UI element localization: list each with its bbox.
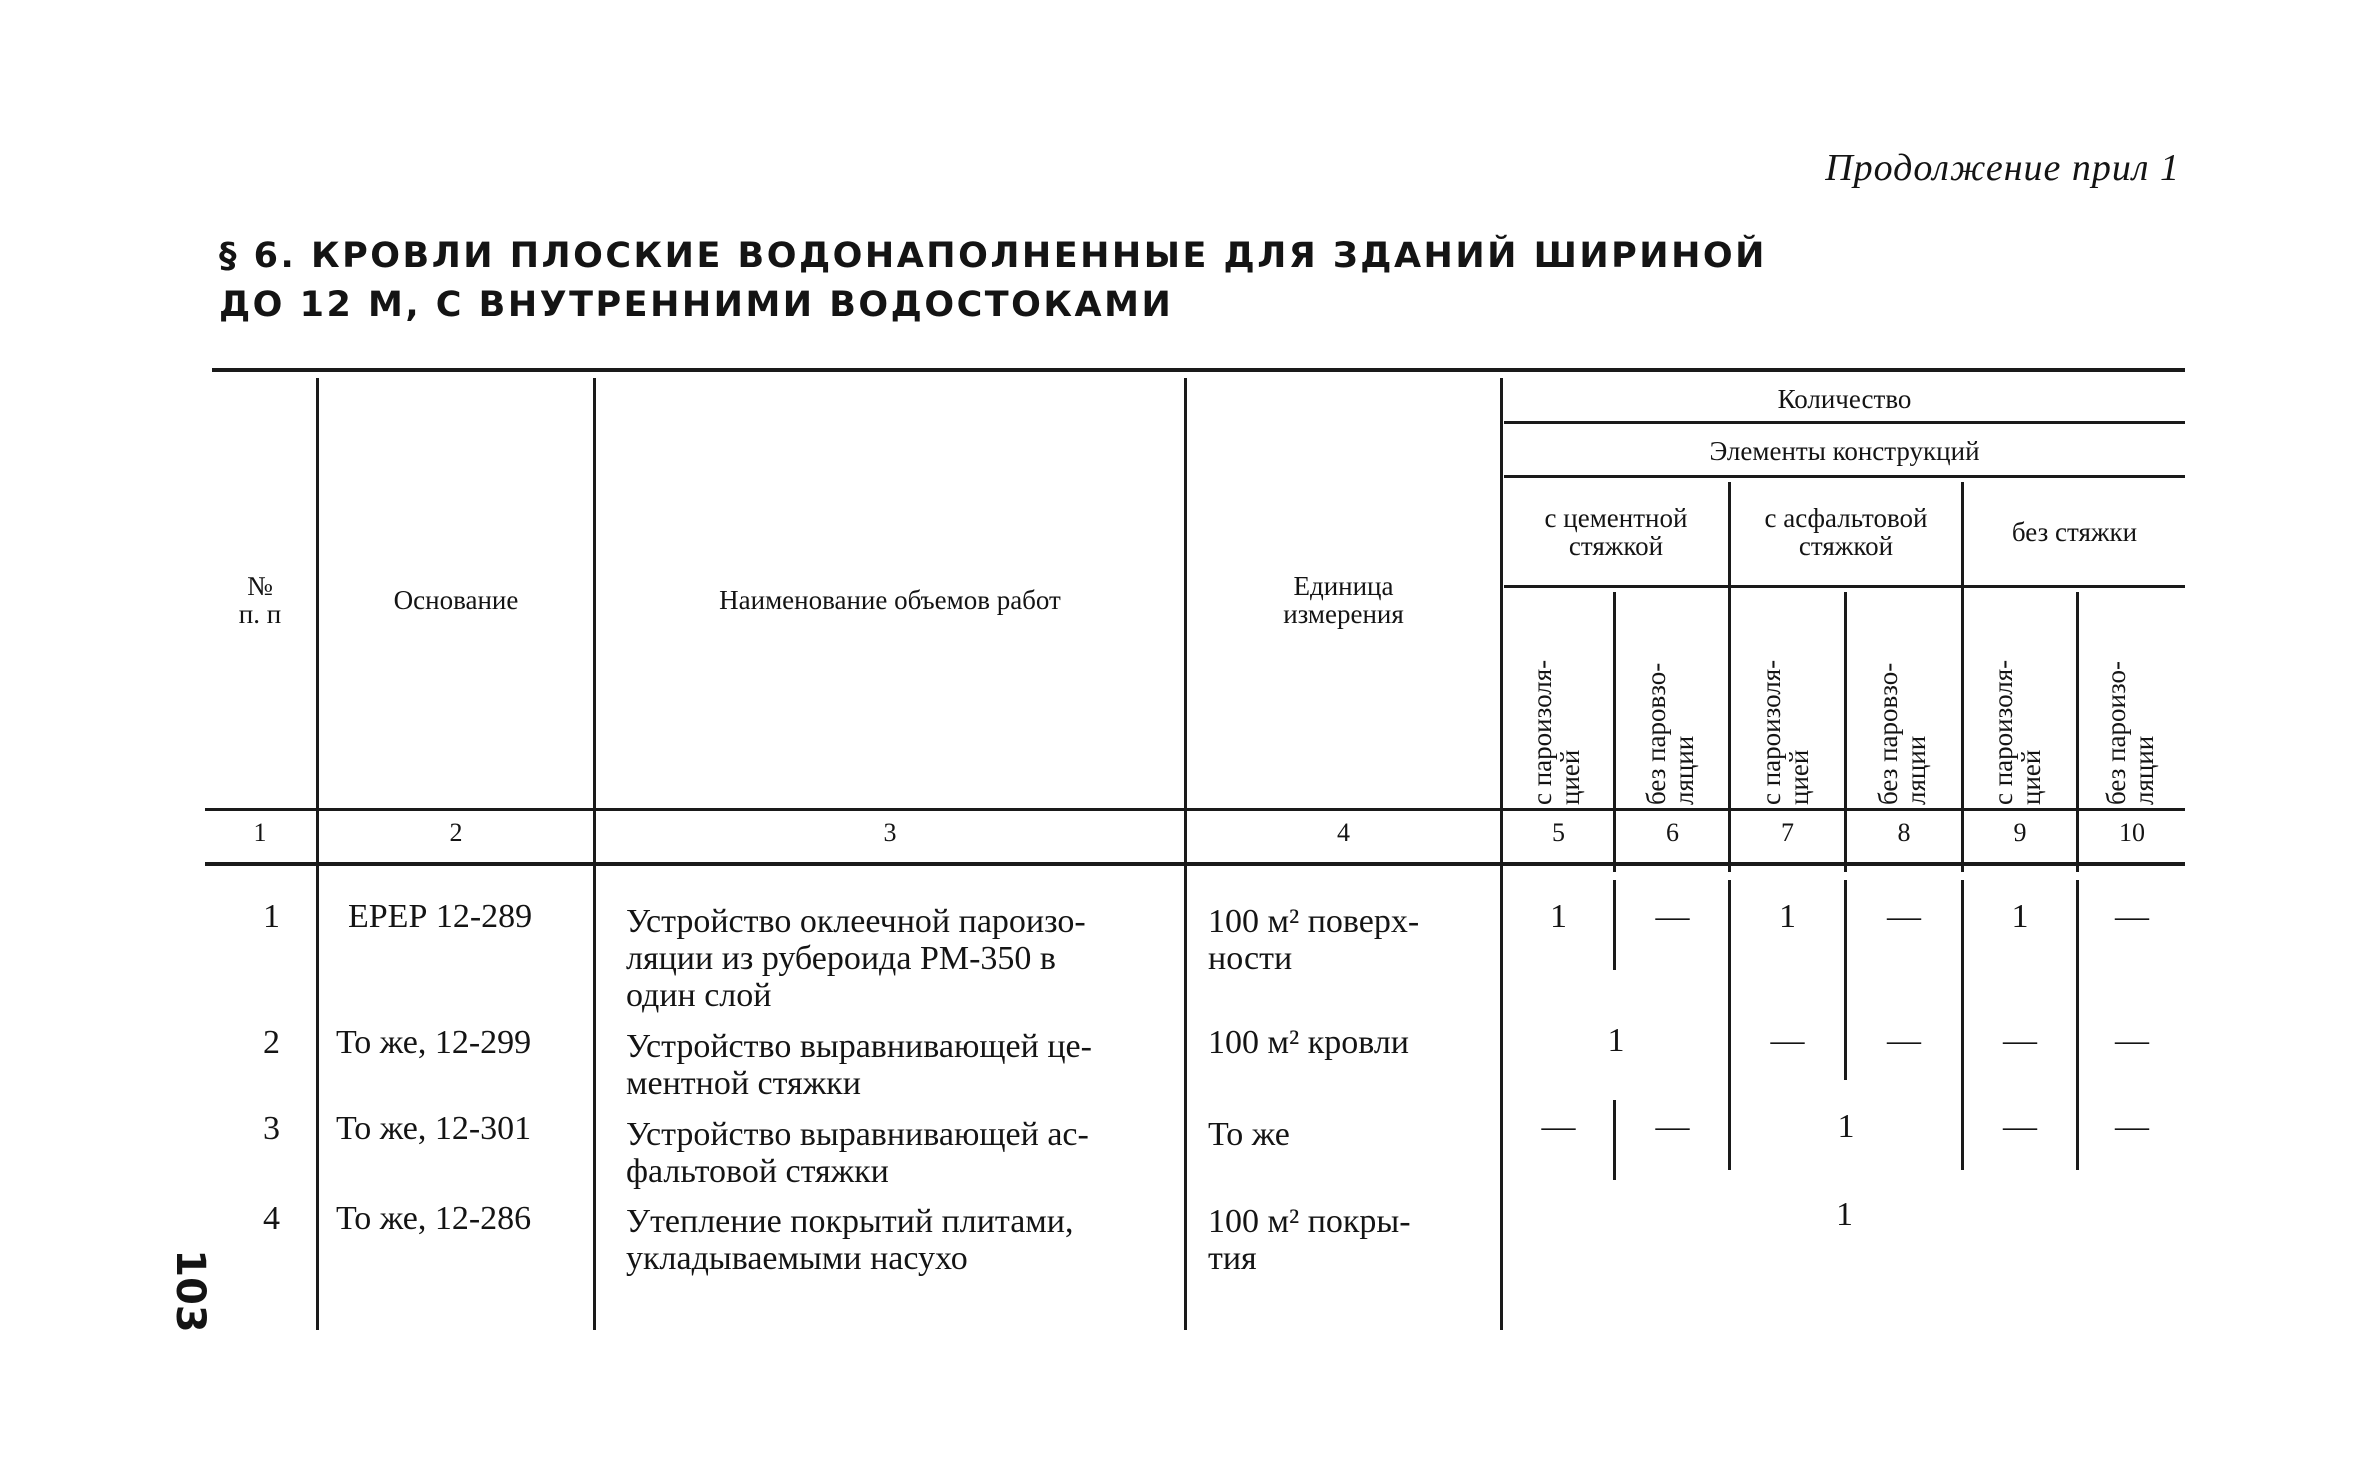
group-cement: с цементной стяжкой <box>1544 503 1688 561</box>
sub-asphalt-without: без паровзо- ляции <box>1873 662 1931 805</box>
row3-divider-a <box>1613 1100 1616 1180</box>
group-none: без стяжки <box>2011 517 2138 547</box>
header-name: Наименование объемов работ <box>719 585 1061 615</box>
col-divider-4 <box>1500 378 1503 1330</box>
row3-name: Устройство выравнивающей ас- фальтовой стяжки <box>626 1116 1089 1190</box>
row4-name: Утепление покрытий плитами, укладываемыми насухо <box>626 1203 1074 1277</box>
row2-q8: — <box>1887 1022 1921 1059</box>
header-quantity: Количество <box>1777 384 1912 414</box>
header-bottom-rule <box>205 808 2185 811</box>
sub-none-without: без пароизо- ляции <box>2101 661 2159 805</box>
page-number: 103 <box>166 1249 213 1333</box>
quantity-rule <box>1504 421 2185 424</box>
col-number-10: 10 <box>2119 818 2145 847</box>
col-number-1: 1 <box>253 818 267 847</box>
header-num: № п. п <box>238 571 282 629</box>
col-number-3: 3 <box>883 818 897 847</box>
row2-cement-merged: 1 <box>1607 1022 1625 1059</box>
header-basis: Основание <box>393 585 519 615</box>
header-unit: Единица измерения <box>1283 571 1404 629</box>
row1-q9: 1 <box>2011 898 2029 935</box>
section-title <box>219 232 1767 330</box>
row2-q10: — <box>2115 1022 2149 1059</box>
title-line-1: § 6. КРОВЛИ ПЛОСКИЕ ВОДОНАПОЛНЕННЫЕ ДЛЯ ЗДАНИЙ ШИРИНОЙ <box>219 236 1767 276</box>
col-divider-2 <box>593 378 596 1330</box>
sub-asphalt-with: с пароизоля- цией <box>1756 659 1814 805</box>
row3-unit: То же <box>1208 1116 1290 1153</box>
row3-q6: — <box>1655 1108 1690 1145</box>
row1-q6: — <box>1655 898 1690 935</box>
row4-unit: 100 м² покры- тия <box>1208 1203 1411 1277</box>
row3-q5: — <box>1541 1108 1576 1145</box>
row2-name: Устройство выравнивающей це- ментной стяжки <box>626 1028 1092 1102</box>
row2-q7: — <box>1770 1022 1805 1059</box>
sub-cement-without: без паровзо- ляции <box>1641 662 1699 805</box>
table-top-rule <box>212 368 2185 372</box>
group-asphalt: с асфальтовой стяжкой <box>1764 503 1928 561</box>
row1-unit: 100 м² поверх- ности <box>1208 903 1420 977</box>
row2-basis: То же, 12-299 <box>336 1024 532 1061</box>
row1-divider-a <box>1613 880 1616 970</box>
sub-cement-with: с пароизоля- цией <box>1527 659 1585 805</box>
col-divider-1 <box>316 378 319 1330</box>
sub-none-with: с пароизоля- цией <box>1988 659 2046 805</box>
col-number-4: 4 <box>1337 818 1350 847</box>
row3-q9: — <box>2003 1108 2037 1145</box>
row1-num: 1 <box>263 898 280 935</box>
row3-q10: — <box>2115 1108 2149 1145</box>
row3-basis: То же, 12-301 <box>336 1110 532 1147</box>
title-line-2: ДО 12 М, С ВНУТРЕННИМИ ВОДОСТОКАМИ <box>219 285 1174 325</box>
row4-num: 4 <box>263 1200 280 1237</box>
elements-rule <box>1504 475 2185 478</box>
column-number-rule <box>205 862 2185 866</box>
row1-q8: — <box>1887 898 1921 935</box>
row1-name: Устройство оклеечной пароизо- ляции из рубероида РМ-350 в один слой <box>626 903 1086 1014</box>
col-number-7: 7 <box>1781 818 1794 847</box>
row1-q5: 1 <box>1550 898 1567 935</box>
col-number-6: 6 <box>1666 818 1679 847</box>
row1-basis: ЕРЕР 12-289 <box>348 898 533 935</box>
row4-all-merged: 1 <box>1836 1196 1853 1233</box>
row1-q10: — <box>2115 898 2149 935</box>
continuation-note: Продолжение прил 1 <box>1825 147 2180 189</box>
col-number-5: 5 <box>1552 818 1565 847</box>
group-rule <box>1504 585 2185 588</box>
row2-num: 2 <box>263 1024 280 1061</box>
header-elements: Элементы конструкций <box>1709 435 1980 466</box>
row2-q9: — <box>2003 1022 2037 1059</box>
col-number-9: 9 <box>2013 818 2027 847</box>
row2-unit: 100 м² кровли <box>1208 1024 1409 1061</box>
row3-asphalt-merged: 1 <box>1837 1108 1855 1145</box>
row1-q7: 1 <box>1779 898 1796 935</box>
col-number-8: 8 <box>1897 818 1911 847</box>
col-number-2: 2 <box>449 818 463 847</box>
row4-basis: То же, 12-286 <box>336 1200 532 1237</box>
row3-num: 3 <box>263 1110 280 1147</box>
